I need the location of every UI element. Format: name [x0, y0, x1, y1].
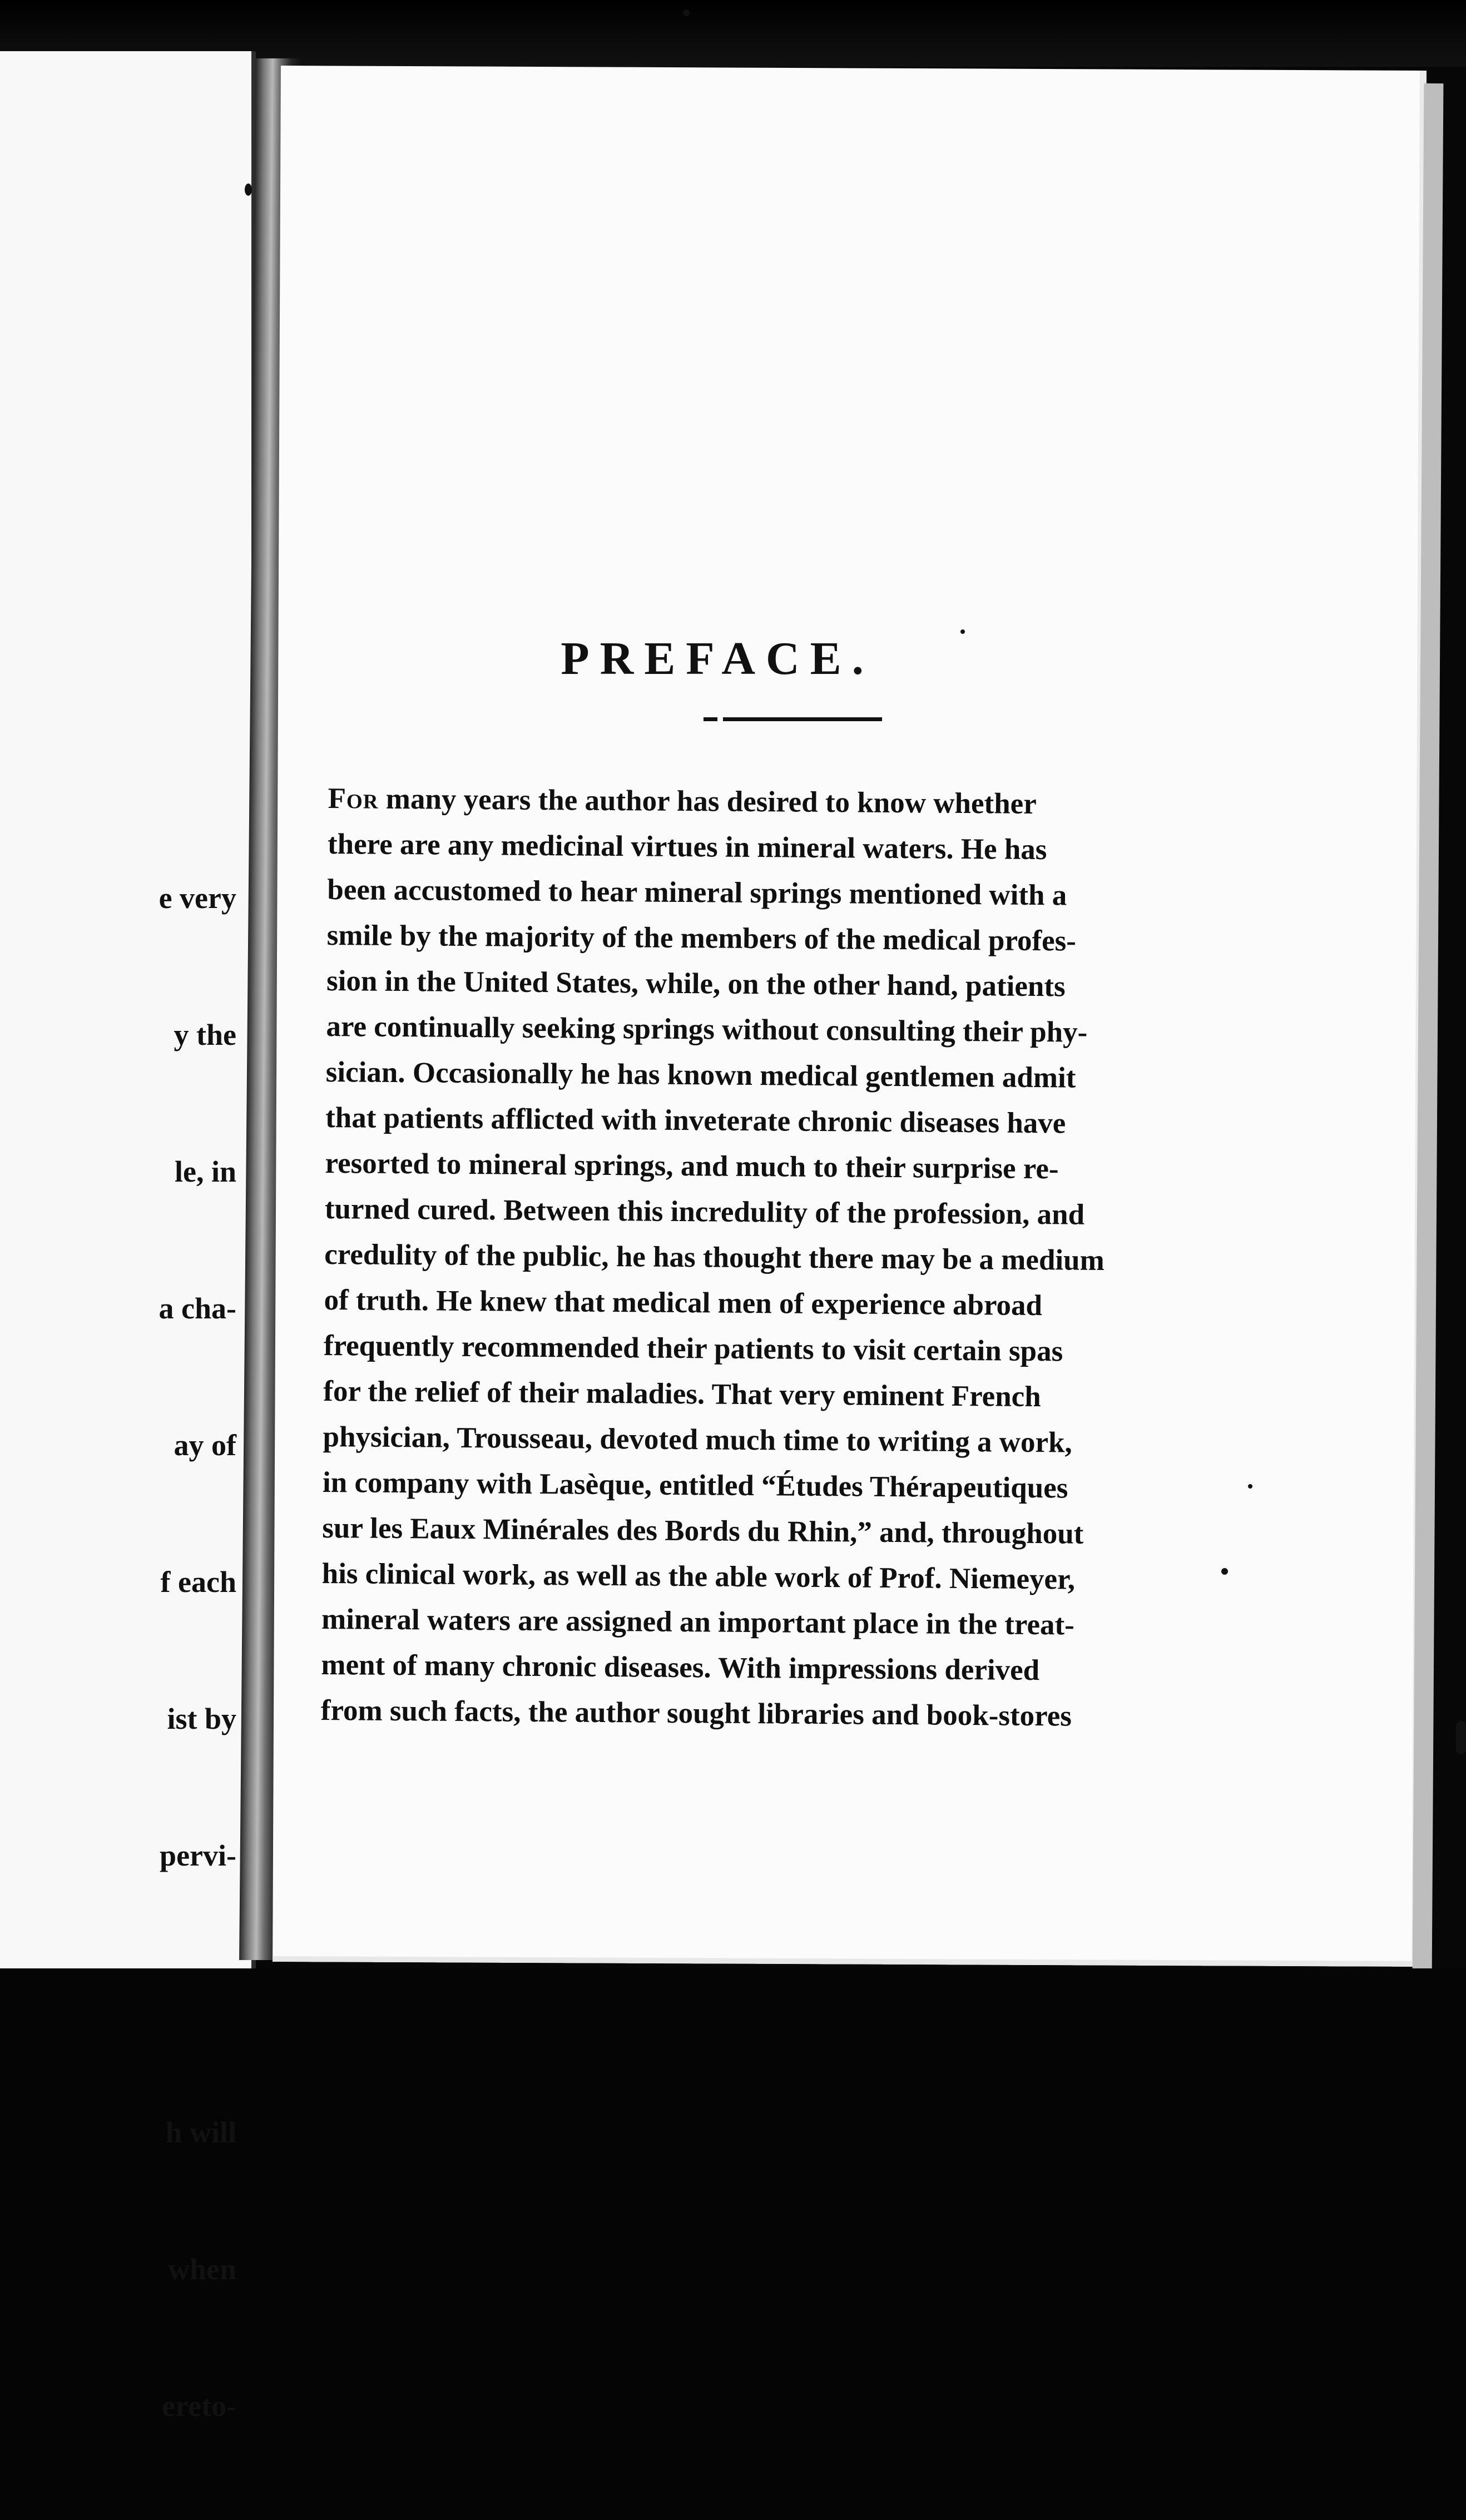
preface-line: are continually seeking springs without consulting their phy- — [326, 1010, 1088, 1049]
scan-speck — [683, 9, 690, 16]
left-page-fragment: e very — [159, 881, 236, 915]
preface-line: sion in the United States, while, on the other hand, patients — [326, 964, 1066, 1003]
preface-line: in company with Lasèque, entitled “Études Thérapeutiques — [322, 1466, 1068, 1505]
preface-line: credulity of the public, he has thought there may be a medium — [324, 1238, 1105, 1277]
scan-speck — [1248, 1484, 1252, 1489]
left-page-fragment: when — [167, 2253, 236, 2286]
title-rule-dash — [704, 717, 717, 721]
left-page-fragment: h will — [165, 2116, 236, 2149]
preface-line: physician, Trousseau, devoted much time to writing a work, — [323, 1420, 1073, 1459]
scan-speck — [245, 183, 252, 196]
scan-speck — [960, 629, 965, 634]
left-page-fragment: ist by — [167, 1702, 236, 1735]
preface-line: been accustomed to hear mineral springs mentioned with a — [327, 873, 1067, 912]
preface-line: of truth. He knew that medical men of experience abroad — [324, 1283, 1043, 1322]
left-page-fragment: le, in — [174, 1155, 236, 1188]
left-page-fragment: ereto- — [162, 2389, 236, 2423]
preface-line: ment of many chronic diseases. With impressions derived — [321, 1648, 1040, 1687]
title-rule — [723, 717, 882, 721]
left-page-fragment: y the — [174, 1018, 236, 1051]
left-page-fragment: f each — [160, 1565, 236, 1599]
preface-line: there are any medicinal virtues in mineral waters. He has — [327, 827, 1047, 866]
preface-line: from such facts, the author sought libraries and book-stores — [320, 1694, 1072, 1733]
scan-speck — [1456, 1721, 1466, 1754]
dark-scan-border — [0, 1968, 1466, 2068]
preface-first-line-text: many years the author has desired to know whether — [385, 782, 1037, 821]
preface-line: frequently recommended their patients to visit certain spas — [323, 1329, 1063, 1368]
preface-line: mineral waters are assigned an important place in the treat- — [321, 1603, 1075, 1641]
preface-body — [320, 776, 1229, 1740]
left-page-text-fragments — [53, 784, 236, 2520]
preface-line — [328, 776, 1229, 829]
preface-opening-word: For — [328, 782, 379, 815]
left-page-fragment: ay of — [174, 1428, 236, 1462]
preface-line: sician. Occasionally he has known medical gentlemen admit — [325, 1055, 1076, 1094]
preface-line: turned cured. Between this incredulity of the profession, and — [324, 1192, 1085, 1231]
left-page-fragment: pervi- — [160, 1839, 236, 1872]
preface-line: sur les Eaux Minérales des Bords du Rhin,” and, throughout — [322, 1511, 1084, 1550]
preface-line: smile by the majority of the members of the medical profes- — [326, 919, 1077, 958]
left-page-fragment: a cha- — [159, 1292, 236, 1325]
scan-speck — [1221, 1568, 1228, 1575]
preface-line: resorted to mineral springs, and much to their surprise re- — [325, 1147, 1059, 1185]
preface-line: for the relief of their maladies. That very eminent French — [323, 1375, 1041, 1413]
preface-line: that patients afflicted with inveterate chronic diseases have — [325, 1101, 1066, 1140]
preface-line: his clinical work, as well as the able work of Prof. Niemeyer, — [321, 1557, 1076, 1596]
preface-title: PREFACE. — [561, 633, 874, 685]
left-page — [0, 51, 256, 2423]
